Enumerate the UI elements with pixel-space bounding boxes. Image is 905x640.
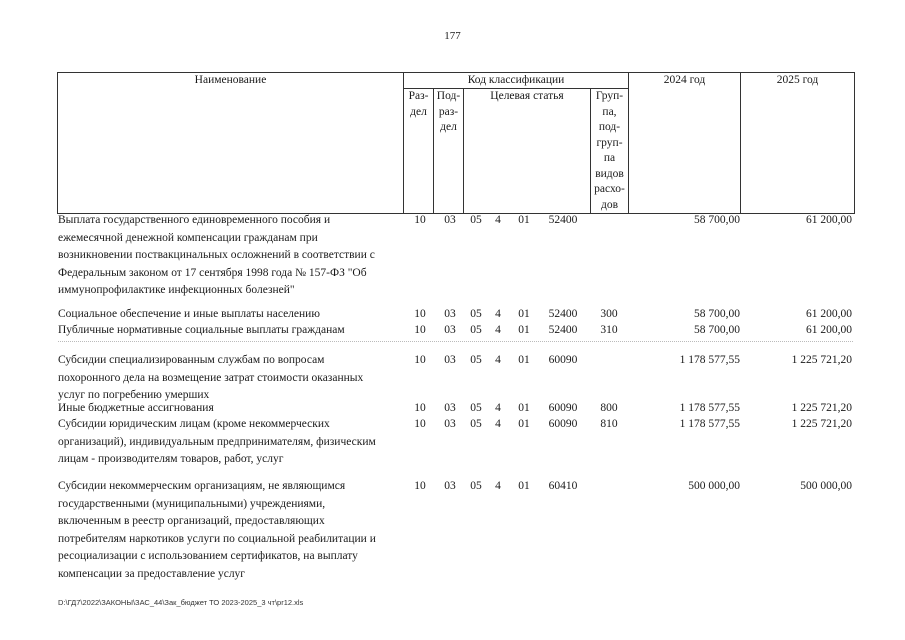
row-target-2: 4: [495, 308, 501, 320]
header-razdel-line: дел: [410, 105, 427, 118]
row-name-line: включенным в реестр организаций, предоставляющих: [58, 515, 325, 527]
table-row: [58, 478, 858, 584]
row-target-1: 05: [470, 324, 482, 336]
header-2024: 2024 год: [629, 73, 741, 214]
row-name-line: Субсидии некоммерческим организациям, не являющимся: [58, 480, 346, 492]
header-group-line: па,: [602, 105, 617, 118]
header-code: Код классификации: [404, 73, 629, 89]
row-target-4: 60410: [548, 480, 578, 492]
row-name-line: Федеральным законом от 17 сентября 1998 года № 157-ФЗ "Об: [58, 266, 367, 279]
row-name-line: возникновении поствакцинальных осложнений в соответствии с: [58, 249, 375, 261]
row-name-line: Социальное обеспечение и иные выплаты населению: [58, 308, 320, 320]
row-name-line: ресоциализации с использованием сертификатов, на выплату: [58, 550, 358, 562]
row-podrazdel: 03: [444, 480, 456, 492]
row-razdel: 10: [414, 354, 426, 366]
row-target-4: 52400: [548, 324, 578, 336]
header-group-line: видов: [595, 167, 624, 180]
row-name-line: услуг по погребению умерших: [58, 389, 210, 401]
row-2025: 500 000,00: [800, 480, 852, 492]
row-name-line: государственными (муниципальными) учреждениями,: [58, 497, 326, 510]
file-path-footer: D:\ГД7\2022\ЗАКОНЫ\ЗАС_44\Зак_бюджет ТО 2023-2025_3 чт\pr12.xls: [58, 598, 304, 607]
header-group-line: Груп-: [595, 90, 624, 102]
row-target-4: 52400: [548, 308, 578, 320]
row-2024: 1 178 577,55: [679, 354, 740, 366]
row-target-2: 4: [495, 480, 501, 492]
header-podrazdel-line: Под-: [436, 90, 461, 102]
row-group: 300: [600, 308, 618, 320]
row-target-3: 01: [518, 418, 530, 430]
row-target-3: 01: [518, 480, 530, 492]
row-podrazdel: 03: [444, 418, 456, 430]
row-2025: 1 225 721,20: [791, 354, 852, 366]
row-name: [58, 212, 408, 300]
row-podrazdel: 03: [444, 324, 456, 336]
row-name-line: компенсации за предоставление услуг: [58, 567, 246, 580]
row-target-1: 05: [470, 354, 482, 366]
header-name: Наименование: [58, 73, 404, 214]
row-target-3: 01: [518, 308, 530, 320]
table-row: [58, 212, 858, 302]
row-name-line: Выплата государственного единовременного пособия и: [58, 214, 331, 226]
table-row: [58, 322, 858, 340]
row-name: [58, 478, 408, 583]
row-target-3: 01: [518, 354, 530, 366]
row-2025: 61 200,00: [806, 214, 852, 226]
header-group-line: расхо-: [594, 183, 625, 195]
table-row: [58, 416, 858, 470]
row-name-line: организаций), индивидуальным предпринимателям, физическим: [58, 435, 376, 448]
row-podrazdel: 03: [444, 354, 456, 366]
row-target-1: 05: [470, 402, 482, 414]
row-target-1: 05: [470, 480, 482, 492]
row-name-line: Публичные нормативные социальные выплаты гражданам: [58, 324, 345, 336]
row-name-line: лицам - производителям товаров, работ, услуг: [58, 453, 284, 465]
row-2024: 500 000,00: [688, 480, 740, 492]
row-target-3: 01: [518, 214, 530, 226]
row-name-line: иммунопрофилактике инфекционных болезней": [58, 284, 295, 296]
row-razdel: 10: [414, 214, 426, 226]
row-target-4: 60090: [548, 354, 578, 366]
row-2024: 58 700,00: [694, 308, 740, 320]
row-podrazdel: 03: [444, 308, 456, 320]
row-razdel: 10: [414, 480, 426, 492]
row-2025: 1 225 721,20: [791, 418, 852, 430]
row-target-2: 4: [495, 324, 501, 336]
header-2025: 2025 год: [741, 73, 855, 214]
row-razdel: 10: [414, 324, 426, 336]
row-razdel: 10: [414, 308, 426, 320]
row-name-line: похоронного дела на возмещение затрат стоимости оказанных: [58, 371, 364, 384]
table-header: [57, 72, 855, 214]
header-group: [591, 89, 629, 214]
row-name: [58, 306, 408, 324]
header-razdel: [404, 89, 434, 214]
row-podrazdel: 03: [444, 214, 456, 226]
row-name-line: Иные бюджетные ассигнования: [58, 402, 214, 414]
row-2024: 58 700,00: [694, 324, 740, 336]
row-name: [58, 352, 408, 405]
header-podrazdel-line: раз-: [438, 105, 459, 118]
page-number: 177: [444, 30, 461, 42]
row-name-line: ежемесячной денежной компенсации гражданам при: [58, 231, 318, 244]
header-group-line: под-: [598, 121, 621, 133]
row-target-1: 05: [470, 308, 482, 320]
row-target-2: 4: [495, 402, 501, 414]
row-target-1: 05: [470, 418, 482, 430]
row-razdel: 10: [414, 402, 426, 414]
header-group-line: па: [603, 152, 616, 164]
row-target-1: 05: [470, 214, 482, 226]
row-podrazdel: 03: [444, 402, 456, 414]
table-row: [58, 352, 858, 406]
row-2025: 1 225 721,20: [791, 402, 852, 414]
row-razdel: 10: [414, 418, 426, 430]
row-2024: 1 178 577,55: [679, 418, 740, 430]
row-group: 800: [600, 402, 618, 414]
row-separator: [58, 341, 853, 342]
row-name-line: Субсидии специализированным службам по вопросам: [58, 354, 325, 366]
header-podrazdel: [434, 89, 464, 214]
row-group: 310: [600, 324, 618, 336]
header-group-line: груп-: [596, 136, 623, 149]
row-name: [58, 322, 408, 340]
row-target-2: 4: [495, 418, 501, 430]
row-2024: 58 700,00: [694, 214, 740, 226]
row-name-line: Субсидии юридическим лицам (кроме некоммерческих: [58, 418, 330, 430]
header-razdel-line: Раз-: [408, 90, 429, 102]
header-podrazdel-line: дел: [440, 121, 457, 133]
row-2025: 61 200,00: [806, 308, 852, 320]
row-target-2: 4: [495, 214, 501, 226]
row-target-3: 01: [518, 402, 530, 414]
row-target-4: 60090: [548, 402, 578, 414]
row-name: [58, 400, 408, 418]
row-name: [58, 416, 408, 469]
row-target-2: 4: [495, 354, 501, 366]
row-2025: 61 200,00: [806, 324, 852, 336]
row-target-3: 01: [518, 324, 530, 336]
row-group: 810: [600, 418, 618, 430]
header-group-line: дов: [600, 198, 619, 211]
header-target: Целевая статья: [464, 89, 591, 214]
row-target-4: 52400: [548, 214, 578, 226]
row-2024: 1 178 577,55: [679, 402, 740, 414]
row-name-line: потребителям наркотиков услуги по социальной реабилитации и: [58, 532, 376, 545]
row-target-4: 60090: [548, 418, 578, 430]
